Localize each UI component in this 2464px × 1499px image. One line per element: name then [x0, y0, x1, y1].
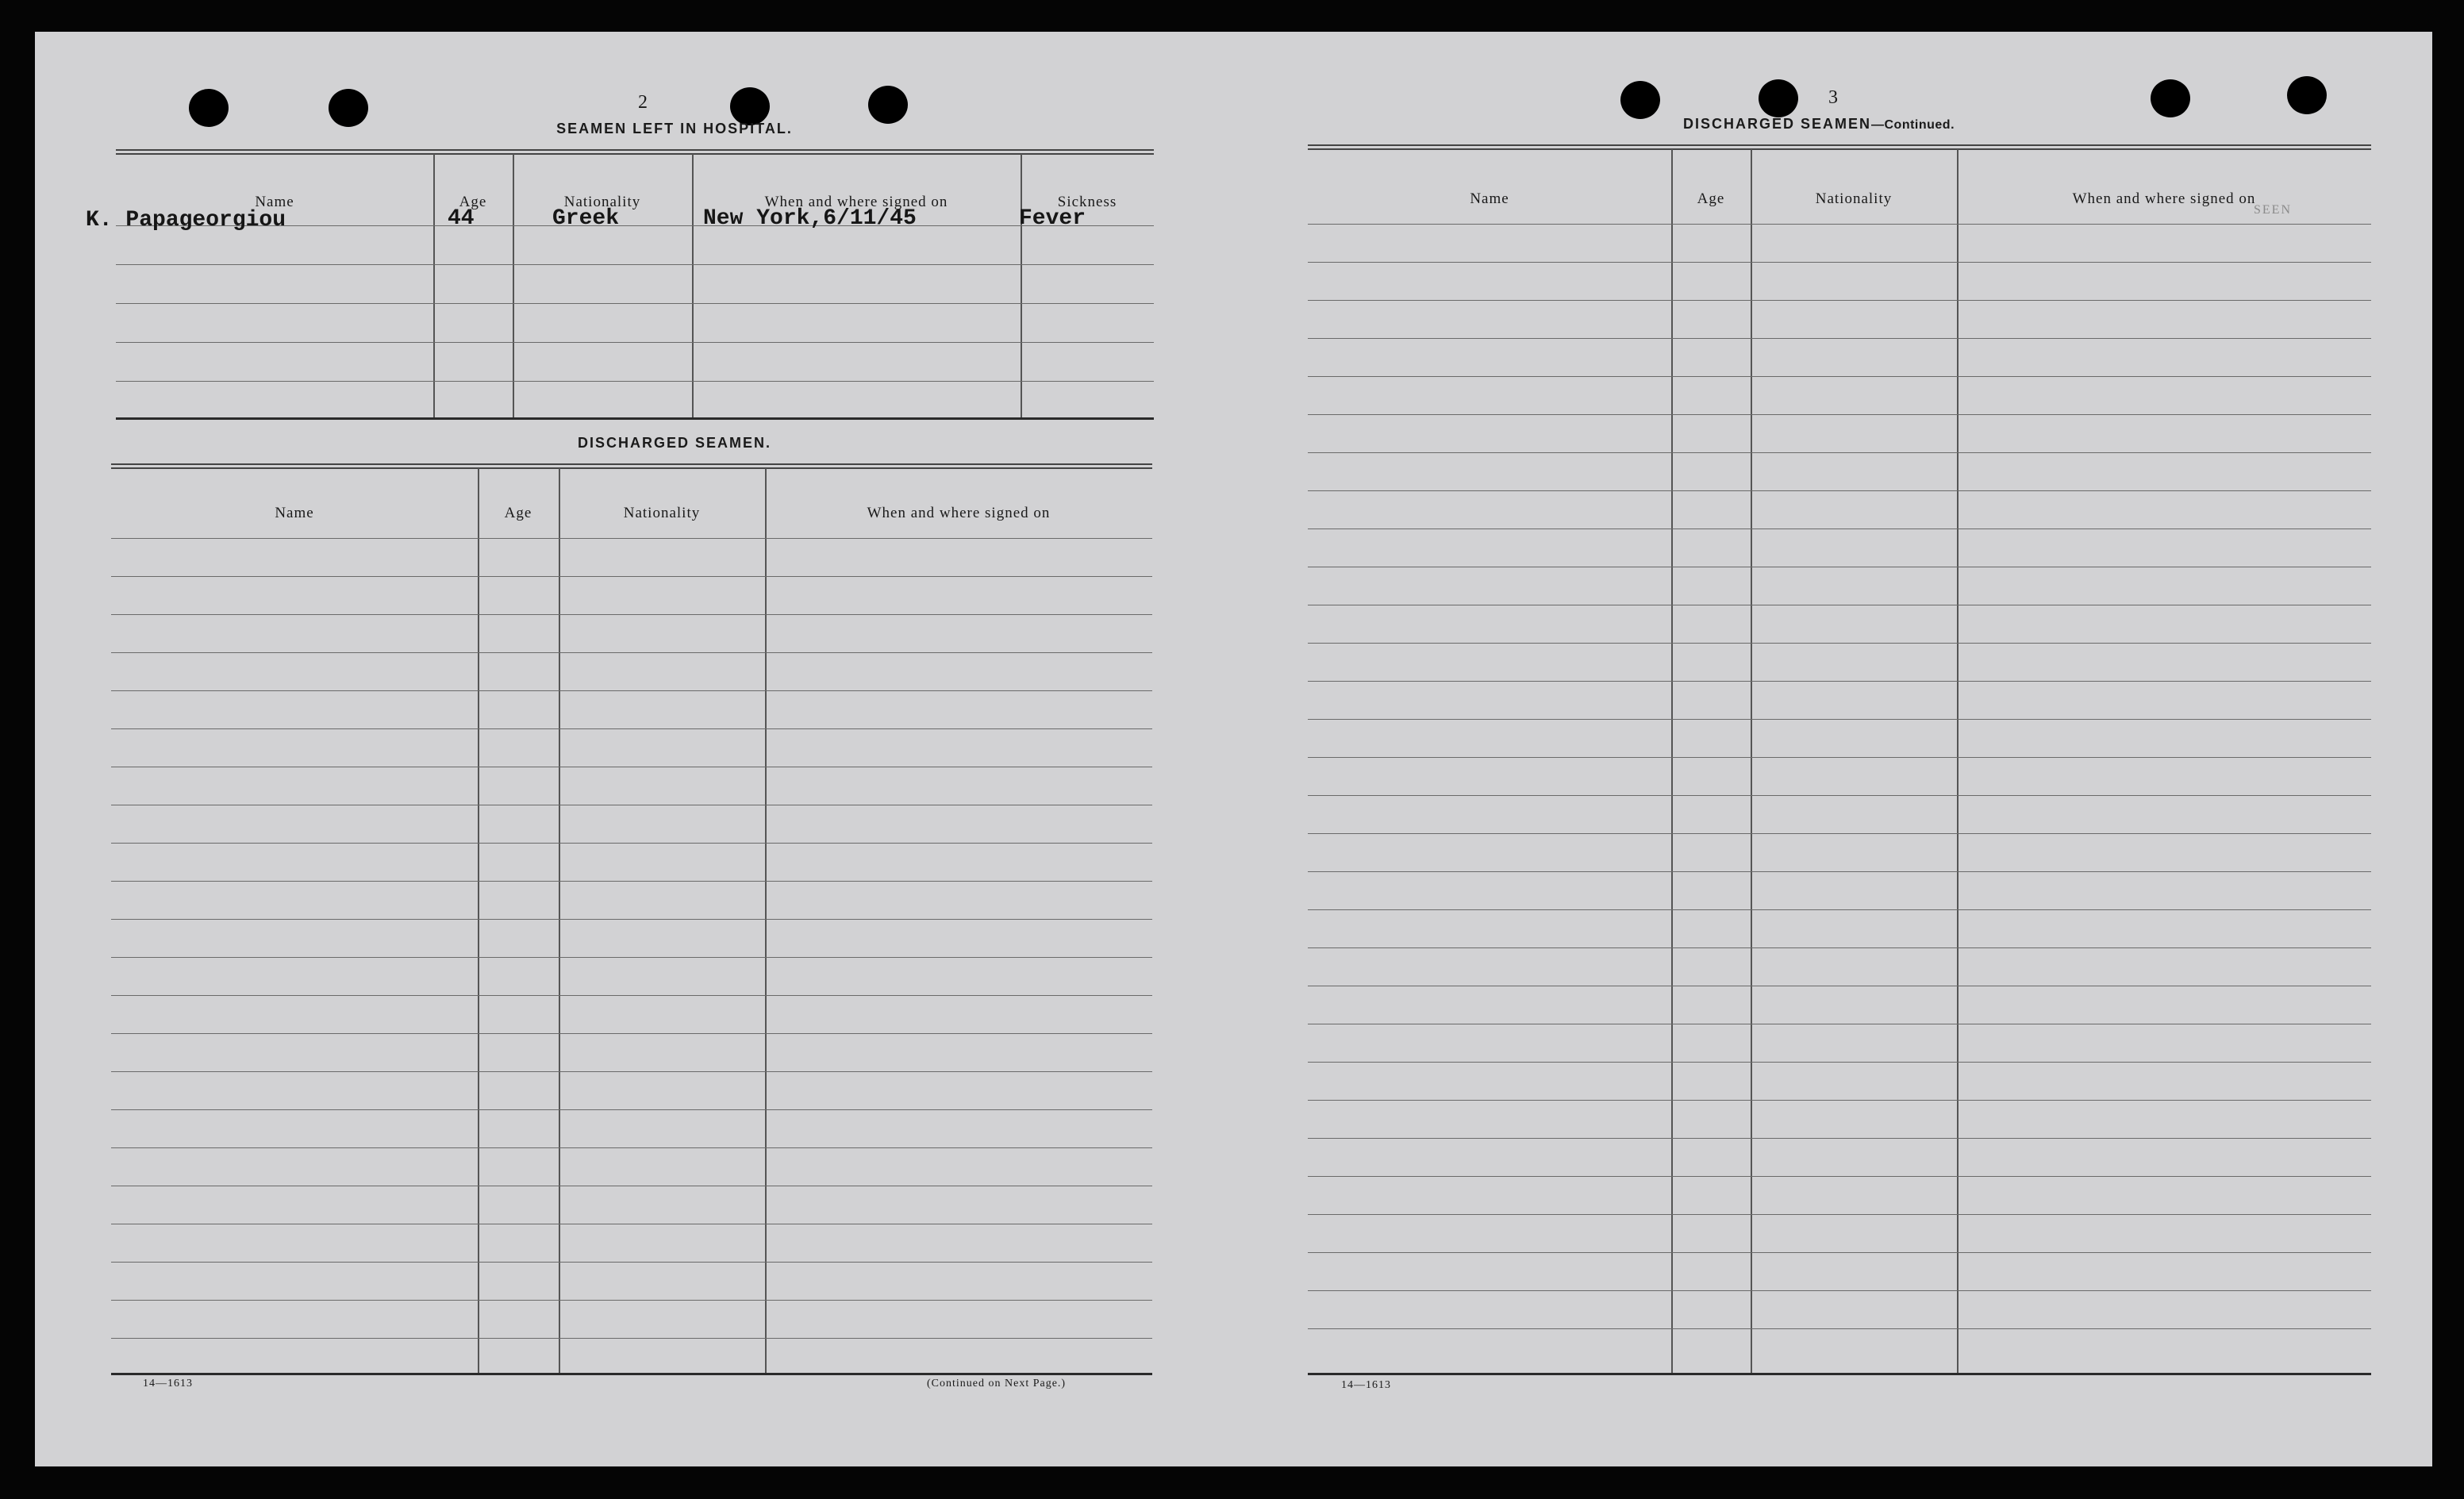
header-age: Age: [1697, 190, 1725, 207]
entry-sickness: Fever: [1019, 206, 1086, 231]
faint-stamp: SEEN: [2254, 203, 2292, 217]
column-divider: [513, 154, 514, 419]
column-divider: [1021, 154, 1022, 419]
punch-hole: [730, 87, 770, 125]
entry-signed-on: New York,6/11/45: [703, 206, 917, 231]
row-rule: [111, 1262, 1152, 1263]
row-rule: [1308, 1328, 2371, 1329]
form-number-left: 14—1613: [143, 1378, 193, 1389]
row-rule: [116, 381, 1154, 382]
page-number-right: 3: [1828, 87, 1838, 108]
row-rule: [1308, 909, 2371, 910]
continued-note: (Continued on Next Page.): [927, 1378, 1067, 1389]
row-rule: [1308, 1214, 2371, 1215]
row-rule: [1308, 871, 2371, 872]
title-main: DISCHARGED SEAMEN: [1682, 116, 1871, 132]
row-rule: [1308, 1138, 2371, 1139]
row-rule: [1308, 643, 2371, 644]
header-name: Name: [1470, 190, 1509, 207]
header-nationality: Nationality: [563, 194, 641, 210]
header-nationality: Nationality: [623, 505, 701, 521]
hospital-table: [116, 149, 1154, 419]
punch-hole: [1620, 81, 1660, 119]
row-rule: [111, 1109, 1152, 1110]
table-bottom-rule: [1308, 1373, 2371, 1375]
discharged-table-left: [111, 463, 1152, 1374]
row-rule: [111, 576, 1152, 577]
punch-hole: [868, 86, 908, 124]
entry-name: K. Papageorgiou: [86, 208, 286, 233]
header-signed-on: When and where signed on: [867, 505, 1051, 521]
punch-hole: [329, 89, 368, 127]
discharged-continued-title: [1597, 116, 2041, 133]
row-rule: [1308, 795, 2371, 796]
title-suffix: —Continued.: [1870, 118, 1955, 132]
row-rule: [116, 342, 1154, 343]
row-rule: [111, 995, 1152, 996]
table-top-rule: [116, 149, 1154, 155]
hospital-section-title: SEAMEN LEFT IN HOSPITAL.: [556, 121, 793, 136]
row-rule: [1308, 338, 2371, 339]
row-rule: [1308, 1290, 2371, 1291]
row-rule: [111, 538, 1152, 539]
row-rule: [111, 652, 1152, 653]
row-rule: [1308, 224, 2371, 225]
row-rule: [1308, 1100, 2371, 1101]
row-rule: [111, 1300, 1152, 1301]
row-rule: [111, 1147, 1152, 1148]
document-sheet: [35, 32, 2432, 1466]
row-rule: [1308, 719, 2371, 720]
header-nationality: Nationality: [1815, 190, 1893, 207]
column-divider: [1751, 149, 1752, 1374]
row-rule: [111, 919, 1152, 920]
row-rule: [116, 264, 1154, 265]
row-rule: [116, 303, 1154, 304]
header-name: Name: [275, 505, 314, 521]
column-divider: [765, 468, 767, 1374]
row-rule: [1308, 300, 2371, 301]
column-divider: [692, 154, 694, 419]
form-number-right: 14—1613: [1341, 1379, 1391, 1391]
row-rule: [1308, 528, 2371, 529]
column-divider: [559, 468, 560, 1374]
row-rule: [111, 1033, 1152, 1034]
row-rule: [1308, 681, 2371, 682]
header-name: Name: [255, 194, 294, 210]
row-rule: [111, 1338, 1152, 1339]
column-divider: [433, 154, 435, 419]
header-signed-on: When and where signed on: [764, 194, 948, 210]
punch-hole: [2151, 79, 2190, 117]
column-divider: [1671, 149, 1673, 1374]
row-rule: [111, 728, 1152, 729]
table-top-rule: [111, 463, 1152, 469]
row-rule: [1308, 262, 2371, 263]
row-rule: [1308, 947, 2371, 948]
table-top-rule: [1308, 144, 2371, 150]
row-rule: [1308, 757, 2371, 758]
row-rule: [1308, 1252, 2371, 1253]
header-signed-on: When and where signed on: [2072, 190, 2256, 207]
row-rule: [1308, 1062, 2371, 1063]
header-age: Age: [504, 505, 532, 521]
row-rule: [111, 1071, 1152, 1072]
row-rule: [111, 843, 1152, 844]
row-rule: [111, 690, 1152, 691]
row-rule: [1308, 452, 2371, 453]
table-bottom-rule: [111, 1373, 1152, 1375]
column-divider: [1957, 149, 1959, 1374]
row-rule: [1308, 833, 2371, 834]
table-bottom-rule: [116, 417, 1154, 420]
header-age: Age: [459, 194, 487, 210]
punch-hole: [1759, 79, 1798, 117]
row-rule: [1308, 490, 2371, 491]
header-sickness: Sickness: [1057, 194, 1117, 210]
row-rule: [1308, 1176, 2371, 1177]
entry-age: 44: [448, 206, 475, 231]
punch-hole: [2287, 76, 2327, 114]
row-rule: [1308, 414, 2371, 415]
entry-nationality: Greek: [552, 206, 620, 231]
punch-hole: [189, 89, 229, 127]
discharged-table-right: [1308, 144, 2371, 1374]
row-rule: [111, 957, 1152, 958]
row-rule: [111, 881, 1152, 882]
page-number-left: 2: [638, 92, 648, 113]
column-divider: [478, 468, 479, 1374]
discharged-section-title: DISCHARGED SEAMEN.: [577, 435, 772, 451]
row-rule: [111, 614, 1152, 615]
row-rule: [1308, 376, 2371, 377]
